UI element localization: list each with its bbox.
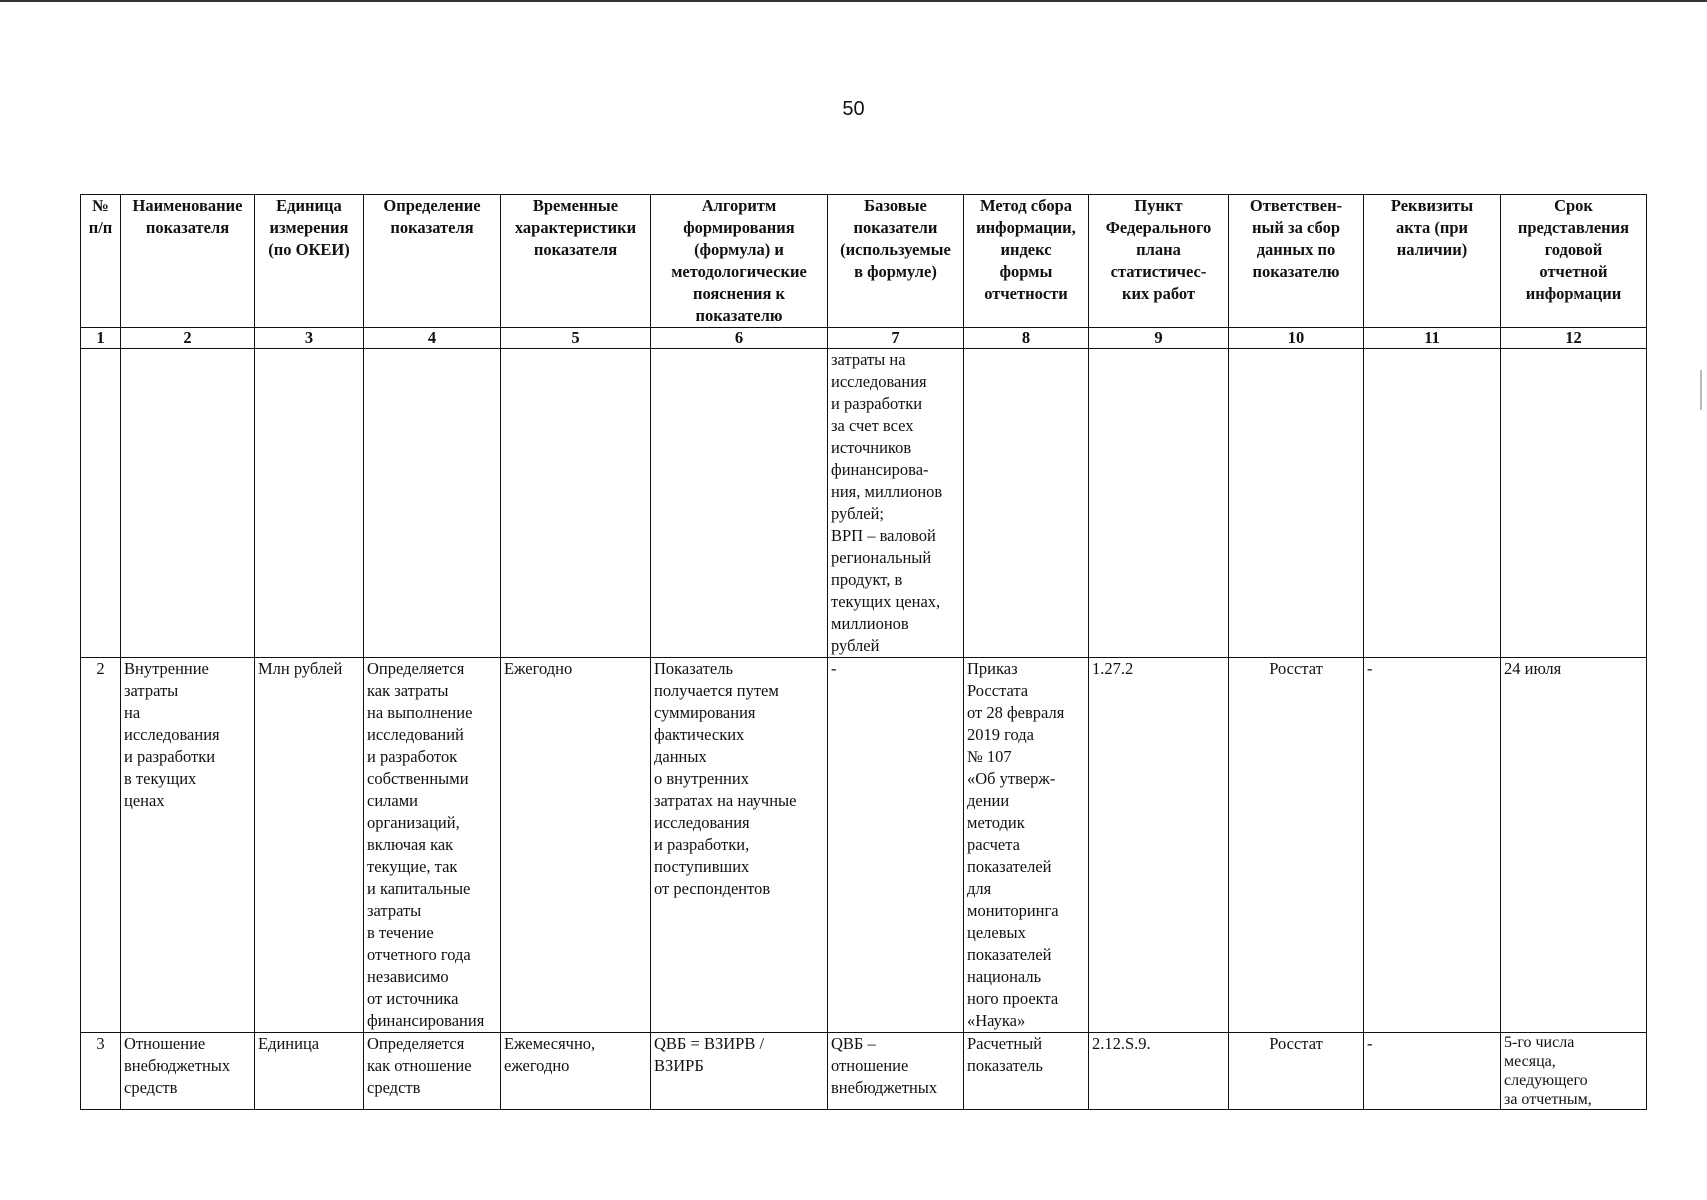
- indicator-table: [80, 194, 1647, 1110]
- table-cell-collection-method: Приказ Росстата от 28 февраля 2019 года № 107 «Об утверж- дении методик расчета показателей для мониторинга целевых показателей националь ного проекта «Наука»: [964, 658, 1089, 1033]
- table-cell-responsible: Росстат: [1229, 1033, 1364, 1110]
- table-cell: [255, 349, 364, 658]
- column-number: 2: [121, 328, 255, 349]
- table-cell-responsible: Росстат: [1229, 658, 1364, 1033]
- scan-edge-mark: [1700, 370, 1702, 410]
- header-cell-number: № п/п: [81, 195, 121, 328]
- table-cell: [364, 349, 501, 658]
- header-cell-responsible: Ответствен- ный за сбор данных по показателю: [1229, 195, 1364, 328]
- table-cell-number: 3: [81, 1033, 121, 1110]
- column-number: 3: [255, 328, 364, 349]
- column-number: 7: [828, 328, 964, 349]
- table-cell-definition: Определяется как отношение средств: [364, 1033, 501, 1110]
- table-cell-indicator-name: Отношение внебюджетных средств: [121, 1033, 255, 1110]
- table-cell-definition: Определяется как затраты на выполнение исследований и разработок собственными силами организаций, включая как текущие, так и капитальные затраты в течение отчетного года независимо от источника финансирования: [364, 658, 501, 1033]
- header-cell-base-indicators: Базовые показатели (используемые в формуле): [828, 195, 964, 328]
- table-cell-unit: Единица: [255, 1033, 364, 1110]
- column-number: 9: [1089, 328, 1229, 349]
- header-cell-unit: Единица измерения (по ОКЕИ): [255, 195, 364, 328]
- column-number: 11: [1364, 328, 1501, 349]
- table-cell-base-indicators: -: [828, 658, 964, 1033]
- table-cell-time-characteristics: Ежемесячно, ежегодно: [501, 1033, 651, 1110]
- table-cell: [1229, 349, 1364, 658]
- table-cell-federal-plan-item: 2.12.S.9.: [1089, 1033, 1229, 1110]
- page-number: 50: [842, 98, 865, 120]
- header-cell-federal-plan-item: Пункт Федерального плана статистичес- ких работ: [1089, 195, 1229, 328]
- header-cell-definition: Определение показателя: [364, 195, 501, 328]
- column-number: 5: [501, 328, 651, 349]
- table-cell-act-details: -: [1364, 1033, 1501, 1110]
- table-cell: [81, 349, 121, 658]
- table-cell: [1089, 349, 1229, 658]
- table-row-continuation: [81, 349, 1647, 658]
- table-cell-federal-plan-item: 1.27.2: [1089, 658, 1229, 1033]
- header-cell-collection-method: Метод сбора информации, индекс формы отчетности: [964, 195, 1089, 328]
- table-cell-base-indicators: QВБ – отношение внебюджетных: [828, 1033, 964, 1110]
- table-cell-base-indicators: затраты на исследования и разработки за счет всех источников финансирова- ния, миллионов рублей; ВРП – валовой региональный продукт, в текущих ценах, миллионов рублей: [828, 349, 964, 658]
- header-cell-time-characteristics: Временные характеристики показателя: [501, 195, 651, 328]
- table-cell: [964, 349, 1089, 658]
- table-cell-collection-method: Расчетный показатель: [964, 1033, 1089, 1110]
- column-number: 10: [1229, 328, 1364, 349]
- column-number: 8: [964, 328, 1089, 349]
- column-number: 6: [651, 328, 828, 349]
- table-cell-algorithm: QВБ = ВЗИРВ / ВЗИРБ: [651, 1033, 828, 1110]
- table-cell: [651, 349, 828, 658]
- table-cell-submission-deadline: 24 июля: [1501, 658, 1647, 1033]
- table-cell-number: 2: [81, 658, 121, 1033]
- table-cell-unit: Млн рублей: [255, 658, 364, 1033]
- header-cell-submission-deadline: Срок представления годовой отчетной информации: [1501, 195, 1647, 328]
- column-number: 4: [364, 328, 501, 349]
- top-border-line: [0, 0, 1707, 2]
- table-cell-act-details: -: [1364, 658, 1501, 1033]
- table-cell-indicator-name: Внутренние затраты на исследования и разработки в текущих ценах: [121, 658, 255, 1033]
- table-cell: [1364, 349, 1501, 658]
- column-number: 12: [1501, 328, 1647, 349]
- header-cell-act-details: Реквизиты акта (при наличии): [1364, 195, 1501, 328]
- header-cell-algorithm: Алгоритм формирования (формула) и методологические пояснения к показателю: [651, 195, 828, 328]
- table-cell: [1501, 349, 1647, 658]
- table-cell-algorithm: Показатель получается путем суммирования фактических данных о внутренних затратах на научные исследования и разработки, поступивших от респондентов: [651, 658, 828, 1033]
- table-cell: [121, 349, 255, 658]
- table-cell-submission-deadline: 5-го числа месяца, следующего за отчетным,: [1501, 1033, 1647, 1110]
- column-number-row: [81, 328, 1647, 349]
- header-row: [81, 195, 1647, 328]
- table-row: [81, 1033, 1647, 1110]
- table-row: [81, 658, 1647, 1033]
- table-cell-time-characteristics: Ежегодно: [501, 658, 651, 1033]
- table-cell: [501, 349, 651, 658]
- header-cell-indicator-name: Наименование показателя: [121, 195, 255, 328]
- column-number: 1: [81, 328, 121, 349]
